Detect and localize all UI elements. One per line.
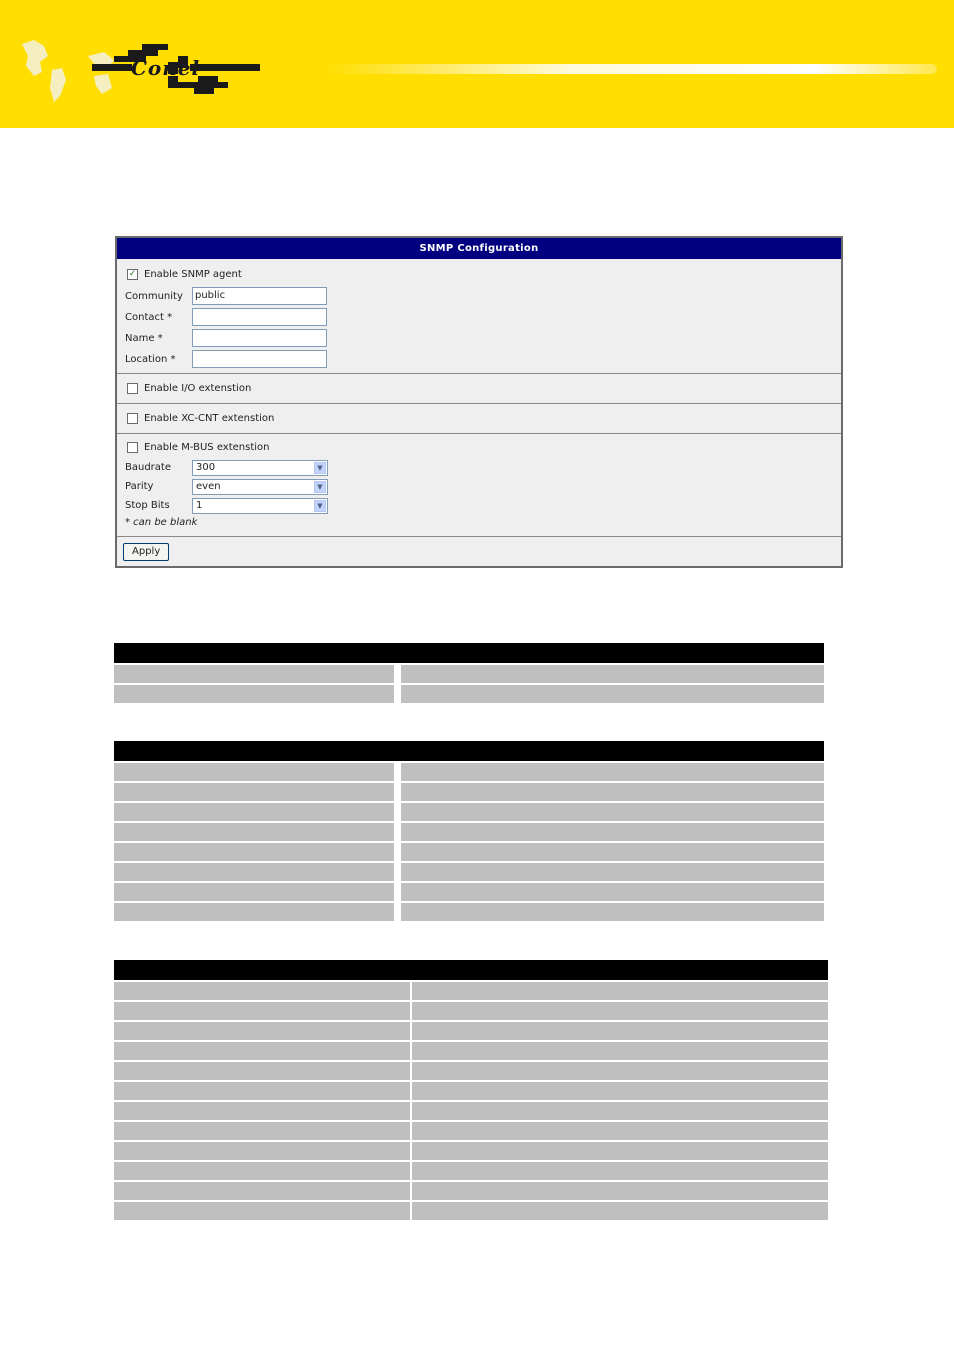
table-cell: [412, 1142, 828, 1160]
column-divider: [394, 741, 401, 761]
table-cell: [401, 783, 824, 801]
table-row: [114, 1002, 828, 1020]
parity-label: Parity: [125, 481, 154, 492]
table-cell: [412, 1022, 828, 1040]
column-divider: [394, 643, 401, 663]
table-cell: [114, 1082, 410, 1100]
table-row: [114, 1062, 828, 1080]
location-label: Location *: [125, 354, 176, 365]
table-cell: [412, 1062, 828, 1080]
table-cell: [412, 960, 828, 980]
chevron-down-icon[interactable]: ▼: [314, 481, 326, 493]
column-divider: [394, 783, 401, 801]
table-cell: [412, 1042, 828, 1060]
table-row: [114, 1182, 828, 1200]
io-section: [117, 374, 841, 404]
table-cell: [401, 843, 824, 861]
table-header-row: [114, 960, 828, 980]
apply-button[interactable]: Apply: [123, 543, 169, 561]
xccnt-section: [117, 404, 841, 434]
table-row: [114, 843, 824, 861]
enable-snmp-agent-label: Enable SNMP agent: [144, 269, 242, 280]
column-divider: [394, 863, 401, 881]
enable-snmp-agent-checkbox[interactable]: ✓: [128, 269, 137, 279]
table-cell: [114, 1162, 410, 1180]
table-cell: [114, 1202, 410, 1220]
table-cell: [114, 1122, 410, 1140]
table-cell: [401, 643, 824, 663]
contact-input[interactable]: [192, 308, 327, 326]
table-cell: [114, 643, 394, 663]
stop-bits-value: 1: [196, 500, 203, 511]
enable-mbus-label: Enable M-BUS extenstion: [144, 442, 270, 453]
table-row: [114, 763, 824, 781]
header-banner: [0, 0, 954, 128]
table-cell: [412, 1182, 828, 1200]
parity-value: even: [196, 481, 221, 492]
table-cell: [114, 843, 394, 861]
table-cell: [412, 1122, 828, 1140]
table-cell: [412, 1102, 828, 1120]
table-cell: [114, 863, 394, 881]
baudrate-value: 300: [196, 462, 216, 473]
table-row: [114, 1142, 828, 1160]
table-row: [114, 783, 824, 801]
table-cell: [114, 1042, 410, 1060]
table-row: [114, 1122, 828, 1140]
chevron-down-icon[interactable]: ▼: [314, 500, 326, 512]
table-cell: [114, 741, 394, 761]
table-cell: [401, 763, 824, 781]
panel-title: SNMP Configuration: [117, 238, 841, 259]
table-cell: [114, 665, 394, 683]
column-divider: [394, 803, 401, 821]
table-cell: [401, 883, 824, 901]
name-input[interactable]: [192, 329, 327, 347]
table-cell: [412, 1162, 828, 1180]
column-divider: [394, 903, 401, 921]
table-header-row: [114, 643, 824, 663]
table-row: [114, 863, 824, 881]
table-cell: [412, 982, 828, 1000]
contact-label: Contact *: [125, 312, 173, 323]
column-divider: [394, 763, 401, 781]
table-2: [114, 741, 824, 921]
table-cell: [401, 863, 824, 881]
table-cell: [114, 982, 410, 1000]
table-row: [114, 665, 824, 683]
table-cell: [114, 1002, 410, 1020]
table-header-row: [114, 741, 824, 761]
community-label: Community: [125, 291, 183, 302]
table-row: [114, 1082, 828, 1100]
table-cell: [114, 960, 410, 980]
table-cell: [114, 1142, 410, 1160]
table-cell: [114, 685, 394, 703]
table-cell: [114, 823, 394, 841]
enable-io-label: Enable I/O extenstion: [144, 383, 252, 394]
table-cell: [401, 803, 824, 821]
table-cell: [114, 783, 394, 801]
name-label: Name *: [125, 333, 163, 344]
table-row: [114, 1042, 828, 1060]
table-cell: [401, 665, 824, 683]
table-cell: [401, 685, 824, 703]
table-cell: [114, 803, 394, 821]
stop-bits-label: Stop Bits: [125, 500, 170, 511]
table-row: [114, 1022, 828, 1040]
column-divider: [394, 843, 401, 861]
table-row: [114, 1102, 828, 1120]
table-cell: [401, 741, 824, 761]
agent-section: [117, 259, 841, 374]
banner-streak: [325, 64, 937, 74]
table-3: [114, 960, 828, 1220]
community-input[interactable]: public: [192, 287, 327, 305]
table-row: [114, 685, 824, 703]
logo-wordmark: Conel: [131, 56, 201, 80]
table-row: [114, 982, 828, 1000]
baudrate-label: Baudrate: [125, 462, 171, 473]
mbus-section: [117, 434, 841, 537]
blank-note: * can be blank: [125, 517, 198, 528]
table-cell: [412, 1202, 828, 1220]
table-row: [114, 803, 824, 821]
enable-io-checkbox[interactable]: [127, 383, 138, 394]
stop-bits-select[interactable]: [192, 498, 328, 514]
table-cell: [114, 883, 394, 901]
table-row: [114, 823, 824, 841]
enable-xccnt-checkbox[interactable]: [127, 413, 138, 424]
table-cell: [114, 1062, 410, 1080]
table-cell: [401, 903, 824, 921]
column-divider: [394, 665, 401, 683]
table-cell: [114, 903, 394, 921]
snmp-config-panel: [115, 236, 843, 568]
column-divider: [394, 823, 401, 841]
table-cell: [412, 1082, 828, 1100]
table-cell: [114, 763, 394, 781]
chevron-down-icon[interactable]: ▼: [314, 462, 326, 474]
table-row: [114, 903, 824, 921]
column-divider: [394, 685, 401, 703]
enable-xccnt-label: Enable XC-CNT extenstion: [144, 413, 275, 424]
table-cell: [401, 823, 824, 841]
table-1: [114, 643, 824, 703]
apply-section: [117, 537, 841, 567]
baudrate-select[interactable]: [192, 460, 328, 476]
table-row: [114, 883, 824, 901]
column-divider: [394, 883, 401, 901]
parity-select[interactable]: [192, 479, 328, 495]
table-row: [114, 1202, 828, 1220]
table-cell: [114, 1102, 410, 1120]
enable-mbus-checkbox[interactable]: [127, 442, 138, 453]
location-input[interactable]: [192, 350, 327, 368]
table-row: [114, 1162, 828, 1180]
table-cell: [412, 1002, 828, 1020]
table-cell: [114, 1182, 410, 1200]
table-cell: [114, 1022, 410, 1040]
